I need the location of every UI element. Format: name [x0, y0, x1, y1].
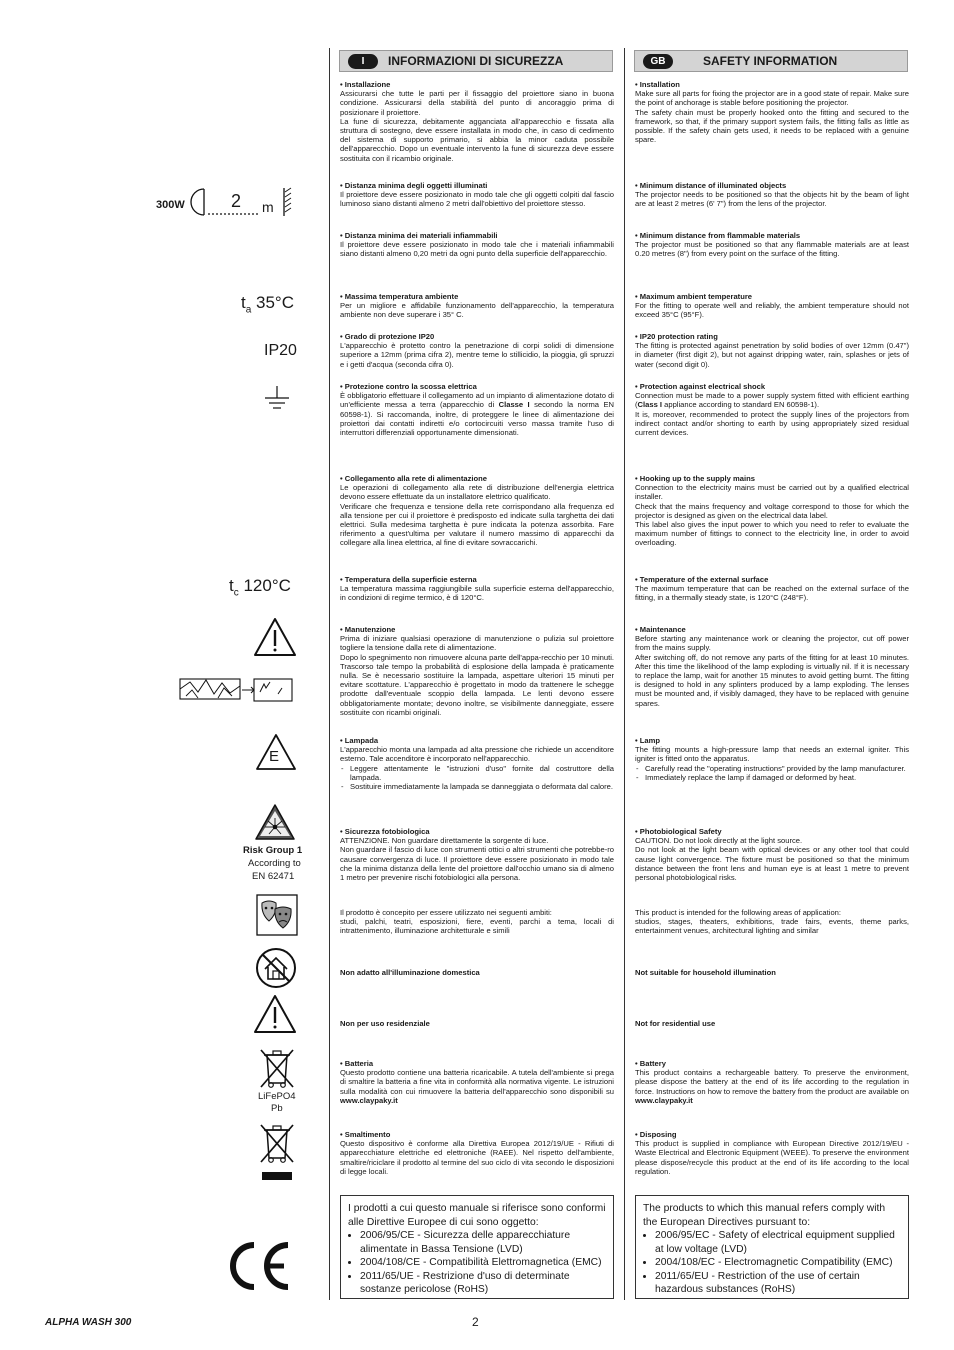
list-item: • 2006/95/CE - Sicurezza delle apparecchiature alimentate in Bassa Tensione (LVD): [360, 1229, 607, 1256]
section-body: Non guardare il fascio di luce con strumenti ottici o altri strumenti che potrebbe-ro causare convergenza di luce. Il proiettore deve essere posizionato in modo tale che la minima distanza della lente del proiettore dall'occhio umano sia di almeno 1 metro per prevenire rischi fotobiologici alla persona.: [340, 845, 614, 883]
section-body: studi, palchi, teatri, esposizioni, fiere, eventi, parchi a tema, locali di intrattenimento, illuminazione architetturale e simili: [340, 917, 614, 936]
laser-warning-icon: [254, 803, 296, 841]
section-title: Non per uso residenziale: [340, 1019, 430, 1028]
lamp-list: [340, 764, 614, 792]
section-body: Il prodotto è concepito per essere utilizzato nei seguenti ambiti:: [340, 908, 552, 917]
it-battery: [340, 1059, 614, 1105]
section-title: • Grado di protezione IP20: [340, 332, 435, 341]
section-body: L'apparecchio monta una lampada ad alta pressione che richiede un accenditore esterno. Tale accenditore è incorporato nell'apparecchio.: [340, 745, 614, 764]
en-directives-box: [635, 1195, 909, 1299]
section-body: La temperatura massima raggiungibile sulla superficie esterna dell'apparecchio, in condizioni di regime termico, è di 120°C.: [340, 584, 614, 603]
section-title: Not suitable for household illumination: [635, 968, 776, 977]
en-max-ambient-temp: [635, 292, 909, 320]
standard-label: EN 62471: [252, 871, 295, 882]
en-electric-shock: [635, 382, 909, 437]
section-body: This product contains a rechargeable battery. To preserve the environment, please dispose the battery at the end of its life according to the regulation in force. Instructions on how to remove the battery from the product are available on www.claypaky.it: [635, 1068, 909, 1105]
section-body: The fitting mounts a high-pressure lamp that needs an external igniter. This igniter is fitted onto the apparatus.: [635, 745, 909, 764]
en-photobiological: [635, 827, 909, 882]
section-title: Non adatto all'illuminazione domestica: [340, 968, 480, 977]
section-title: • Protezione contro la scossa elettrica: [340, 382, 477, 391]
list-item: • 2004/108/EC - Electromagnetic Compatibility (EMC): [655, 1256, 902, 1270]
broken-lens-icon: [178, 674, 296, 706]
section-body: Prima di iniziare qualsiasi operazione di manutenzione o pulizia sul proiettore togliere la tensione dalla rete di alimentazione.: [340, 634, 614, 653]
section-title: • Temperatura della superficie esterna: [340, 575, 477, 584]
distance-unit: m: [262, 199, 274, 215]
header-title-en: SAFETY INFORMATION: [703, 54, 838, 68]
section-body: Le operazioni di collegamento alla rete di distribuzione dell'energia elettrica devono essere effettuate da un installatore elettrico qualificato.: [340, 483, 614, 502]
claypaky-link[interactable]: www.claypaky.it: [635, 1095, 693, 1105]
section-title: • Smaltimento: [340, 1130, 391, 1139]
section-title: • Photobiological Safety: [635, 827, 722, 836]
according-label: According to: [248, 858, 301, 869]
section-body: Dopo lo spegnimento non rimuovere alcuna parte dell'appa-recchio per 10 minuti. Trascorso tale tempo la probabilità di esplosione della lampada è praticamente nulla. Se è necessario sostituire la lampada, aspettare ulteriori 15 minuti per evitare scottature. L'apparecchio è progettato in modo da trattenere le schegge prodotte dall'eventuale scoppio della lampada. Le lenti devono essere obbligatoriamente montate; devono inoltre, se visibilmente danneggiate, essere sostituite con ricambi originali.: [340, 652, 614, 717]
surface-temp-label: $t_c$ 120°C: [229, 576, 291, 599]
ce-mark-icon: [222, 1240, 294, 1292]
header-en: [634, 50, 908, 72]
section-title: Not for residential use: [635, 1019, 716, 1028]
section-title: • Installation: [635, 80, 680, 89]
section-title: • Massima temperatura ambiente: [340, 292, 459, 301]
risk-group-label: Risk Group 1: [243, 845, 303, 856]
en-installation: [635, 80, 909, 144]
directives-list: [348, 1229, 607, 1297]
center-divider: [624, 48, 625, 1300]
ambient-temp-label: $t_a$ 35°C: [241, 293, 295, 316]
warning-icon: [253, 617, 297, 657]
it-not-household: [340, 968, 614, 977]
section-title: • Installazione: [340, 80, 391, 89]
it-lamp: [340, 736, 614, 791]
section-body: After switching off, do not remove any parts of the fitting for at least 10 minutes. After this time the likelihood of the lamp exploding is virtually nil. If it is necessary to replace the lamp, wait for another 15 minutes to avoid getting burnt. The fitting is designed to hold in any splinters produced by a lamp exploding. The lenses must be mounted and, if visibly damaged, they have to be replaced with genuine spares.: [635, 652, 909, 708]
section-body: Per un migliore e affidabile funzionamento dell'apparecchio, la temperatura ambiente non deve superare i 35° C.: [340, 301, 614, 320]
it-not-residential: [340, 1019, 614, 1028]
it-min-distance-objects: [340, 181, 614, 209]
distance-value: 2: [231, 191, 242, 211]
lang-badge-it: I: [348, 54, 378, 69]
earth-ground-icon: [262, 386, 292, 412]
section-body: This label also gives the input power to which you need to refer to evaluate the maximum number of fittings to connect to the electricity line, in order to avoid overloading.: [635, 520, 909, 548]
list-item: • 2004/108/CE - Compatibilità Elettromagnetica (EMC): [360, 1256, 607, 1270]
it-installation: [340, 80, 614, 163]
residential-warning-icon: [253, 994, 297, 1034]
section-title: • Distanza minima dei materiali infiammabili: [340, 231, 498, 240]
it-min-distance-flammable: [340, 231, 614, 259]
en-min-distance-flammable: [635, 231, 909, 259]
list-item: • 2011/65/UE - Restrizione d'uso di determinate sostanze pericolose (RoHS): [360, 1270, 607, 1297]
lang-badge-en: GB: [643, 54, 673, 69]
section-body: ATTENZIONE. Non guardare direttamente la sorgente di luce.: [340, 836, 549, 846]
min-distance-icon: [190, 186, 296, 218]
section-body: studios, stages, theaters, exhibitions, trade fairs, events, theme parks, entertainment venues, architectural lighting and similar: [635, 917, 909, 936]
en-not-household: [635, 968, 909, 977]
battery-bin-icon: [258, 1047, 296, 1089]
en-min-distance-objects: [635, 181, 909, 209]
power-label: 300W: [156, 199, 185, 211]
section-body: The projector needs to be positioned so that the objects hit by the beam of light are at least 2 metres (6' 7") from the lens of the projector.: [635, 190, 909, 209]
it-surface-temp: [340, 575, 614, 603]
section-body: It is, moreover, recommended to protect the supply lines of the projectors from indirect contact and/or shorting to earth by using appropriately sized residual current devices.: [635, 409, 909, 438]
theater-masks-icon: [256, 894, 298, 936]
en-not-residential: [635, 1019, 909, 1028]
battery-pb-label: Pb: [271, 1103, 283, 1114]
list-item: • 2011/65/EU - Restriction of the use of certain hazardous substances (RoHS): [655, 1270, 902, 1297]
section-title: • Temperature of the external surface: [635, 575, 769, 584]
en-application-areas: [635, 908, 909, 936]
section-body: Questo prodotto contiene una batteria ricaricabile. A tutela dell'ambiente si prega di smaltire la batteria a fine vita in conformità alla normativa vigente. Le istruzioni sulla modalità con cui rimuovere la batteria dell'apparecchio sono disponibili su www.claypaky.it: [340, 1068, 614, 1105]
en-disposal: [635, 1130, 909, 1176]
weee-bin-icon: [258, 1122, 296, 1182]
list-item: - Immediately replace the lamp if damaged or deformed by heat.: [645, 773, 909, 782]
section-body: CAUTION. Do not look directly at the light source.: [635, 836, 803, 846]
header-it: [339, 50, 613, 72]
section-body: The maximum temperature that can be reached on the external surface of the fitting, in a thermally steady state, is 120°C (248°F).: [635, 584, 909, 603]
ip-rating-label: IP20: [264, 342, 297, 359]
it-ip-rating: [340, 332, 614, 369]
section-title: • Hooking up to the supply mains: [635, 474, 755, 483]
it-photobiological: [340, 827, 614, 882]
product-name: ALPHA WASH 300: [45, 1317, 132, 1328]
en-maintenance: [635, 625, 909, 708]
directives-intro: I prodotti a cui questo manuale si riferisce sono conformi alle Direttive Europee di cui sono oggetto:: [348, 1203, 606, 1228]
section-body: Check that the mains frequency and voltage correspond to those for which the projector is designed as given on the electrical data label.: [635, 501, 909, 520]
it-maintenance: [340, 625, 614, 717]
section-title: • Lampada: [340, 736, 379, 745]
section-title: • Battery: [635, 1059, 666, 1068]
list-item: - Leggere attentamente le "istruzioni d'uso" fornite dal costruttore della lampada.: [350, 764, 614, 782]
section-body: The fitting is protected against penetration by solid bodies of over 12mm (0.47") in diameter (first digit 2), but not against dripping water, rain, splashes or jets of water (second digit 0).: [635, 341, 909, 369]
en-surface-temp: [635, 575, 909, 603]
it-directives-box: [340, 1195, 614, 1299]
lamp-list: [635, 764, 909, 782]
header-title-it: INFORMAZIONI DI SICUREZZA: [388, 54, 564, 68]
left-divider: [329, 48, 330, 1300]
directives-list: [643, 1229, 902, 1297]
page-number: 2: [472, 1315, 479, 1329]
no-household-icon: [255, 947, 297, 989]
section-title: • Minimum distance from flammable materials: [635, 231, 801, 240]
section-title: • Maintenance: [635, 625, 686, 634]
section-title: • Protection against electrical shock: [635, 382, 766, 391]
section-title: • Sicurezza fotobiologica: [340, 827, 430, 836]
list-item: • 2006/95/EC - Safety of electrical equipment supplied at low voltage (LVD): [655, 1229, 902, 1256]
claypaky-link[interactable]: www.claypaky.it: [340, 1095, 398, 1105]
section-body: L'apparecchio è protetto contro la penetrazione di corpi solidi di dimensione superiore a 12mm (prima cifra 2), mentre teme lo stillicidio, la pioggia, gli spruzzi e i getti d'acqua (seconda cifra 0).: [340, 341, 614, 369]
en-ip-rating: [635, 332, 909, 369]
section-body: This product is supplied in compliance with European Directive 2012/19/EU - Waste Electrical and Electronic Equipment (WEEE). To preserve the environment please dispose/recycle this product at the end of its life according to the local regulation.: [635, 1139, 909, 1176]
section-body: For the fitting to operate well and reliably, the ambient temperature should not exceed 35°C (95°F).: [635, 301, 909, 320]
section-body: Il proiettore deve essere posizionato in modo tale che i materiali infiammabili siano distanti almeno 0,20 metri da ogni punto della superficie dell'apparecchio.: [340, 240, 614, 259]
section-title: • Collegamento alla rete di alimentazione: [340, 474, 487, 483]
section-body: Assicurarsi che tutte le parti per il fissaggio del proiettore siano in buona condizione. Assicurarsi della stabilità del punto di ancoraggio prima di posizionare il proiettore.: [340, 89, 614, 117]
section-body: La fune di sicurezza, debitamente agganciata all'apparecchio e fissata alla struttura di sostegno, deve essere installata in modo che, in caso di cedimento del sistema di supporto primario, si abbia la minor caduta possibile dell'apparecchio. Dopo un eventuale intervento la fune di sicurezza deve essere sostituita con il ricambio originale.: [340, 116, 614, 163]
section-title: • Distanza minima degli oggetti illuminati: [340, 181, 488, 190]
section-body: Make sure all parts for fixing the projector are in a good state of repair. Make sure the point of anchorage is stable before positioning the projector.: [635, 89, 909, 108]
section-title: • Lamp: [635, 736, 661, 745]
en-lamp: [635, 736, 909, 782]
section-body: È obbligatorio effettuare il collegamento ad un impianto di alimentazione dotato di un'efficiente messa a terra (apparecchio di Classe I secondo la norma EN 60598-1). Si raccomanda, inoltre, di proteggere le linee di alimentazione dei proiettori dai contatti indiretti e/o cortocircuiti verso massa tramite l'uso di interruttori differenziali opportunamente dimensionati.: [340, 391, 614, 438]
it-application-areas: [340, 908, 614, 936]
list-item: - Sostituire immediatamente la lampada se danneggiata o deformata dal calore.: [350, 782, 614, 791]
battery-chemistry-label: LiFePO4: [258, 1091, 296, 1102]
it-disposal: [340, 1130, 614, 1176]
it-max-ambient-temp: [340, 292, 614, 320]
en-mains-connection: [635, 474, 909, 548]
section-body: This product is intended for the following areas of application:: [635, 908, 841, 917]
section-title: • Maximum ambient temperature: [635, 292, 753, 301]
section-title: • Disposing: [635, 1130, 677, 1139]
list-item: - Carefully read the "operating instructions" provided by the lamp manufacturer.: [645, 764, 909, 773]
directives-intro: The products to which this manual refers comply with the European Directives pursuant to:: [643, 1203, 886, 1228]
it-electric-shock: [340, 382, 614, 437]
section-body: The safety chain must be properly hooked onto the fitting and secured to the framework, so that, if the primary support system fails, the fitting falls as little as possible. If the safety chain gets used, it needs to be replaced with a genuine spare.: [635, 107, 909, 145]
it-mains-connection: [340, 474, 614, 548]
section-body: Connection must be made to a power supply system fitted with efficient earthing (Class I appliance according to standard EN 60598-1).: [635, 391, 909, 410]
section-body: Il proiettore deve essere posizionato in modo tale che gli oggetti colpiti dal fascio luminoso siano distanti almeno 2 metri dall'obiettivo del proiettore stesso.: [340, 190, 614, 209]
en-battery: [635, 1059, 909, 1105]
section-body: Questo dispositivo è conforme alla Direttiva Europea 2012/19/UE - Rifiuti di apparecchiature elettriche ed elettroniche (RAEE). Nel rispetto dell'ambiente, smaltire/riciclare il prodotto al termine del suo ciclo di vita secondo le disposizioni di legge locali.: [340, 1139, 614, 1176]
section-title: • IP20 protection rating: [635, 332, 718, 341]
section-body: Before starting any maintenance work or cleaning the projector, cut off power from the mains supply.: [635, 634, 909, 653]
section-body: The projector must be positioned so that any flammable materials are at least 0.20 metres (8") from every point on the surface of the fitting.: [635, 240, 909, 259]
lamp-class-letter: E: [269, 748, 280, 765]
section-title: • Manutenzione: [340, 625, 396, 634]
section-body: Verificare che frequenza e tensione della rete corrispondano alla frequenza ed alla tensione per cui il proiettore è predisposto ed indicate sulla targhetta dei dati elettrici. Sulla medesima targhetta è pure indicata la potenza assorbita. Fare riferimento a quest'ultima per valutare il numero massimo di apparecchi da collegare alla linea elettrica, al fine di evitare sovraccarichi.: [340, 501, 614, 548]
section-body: Do not look at the light beam with optical devices or any other tool that could cause light convergence. The fixture must be positioned so that the minimum distance between the front lens and human eye is at least 1 metre to prevent personal photobiological risks.: [635, 845, 909, 883]
section-body: Connection to the electricity mains must be carried out by a qualified electrical installer.: [635, 483, 909, 502]
section-title: • Batteria: [340, 1059, 374, 1068]
section-title: • Minimum distance of illuminated objects: [635, 181, 787, 190]
